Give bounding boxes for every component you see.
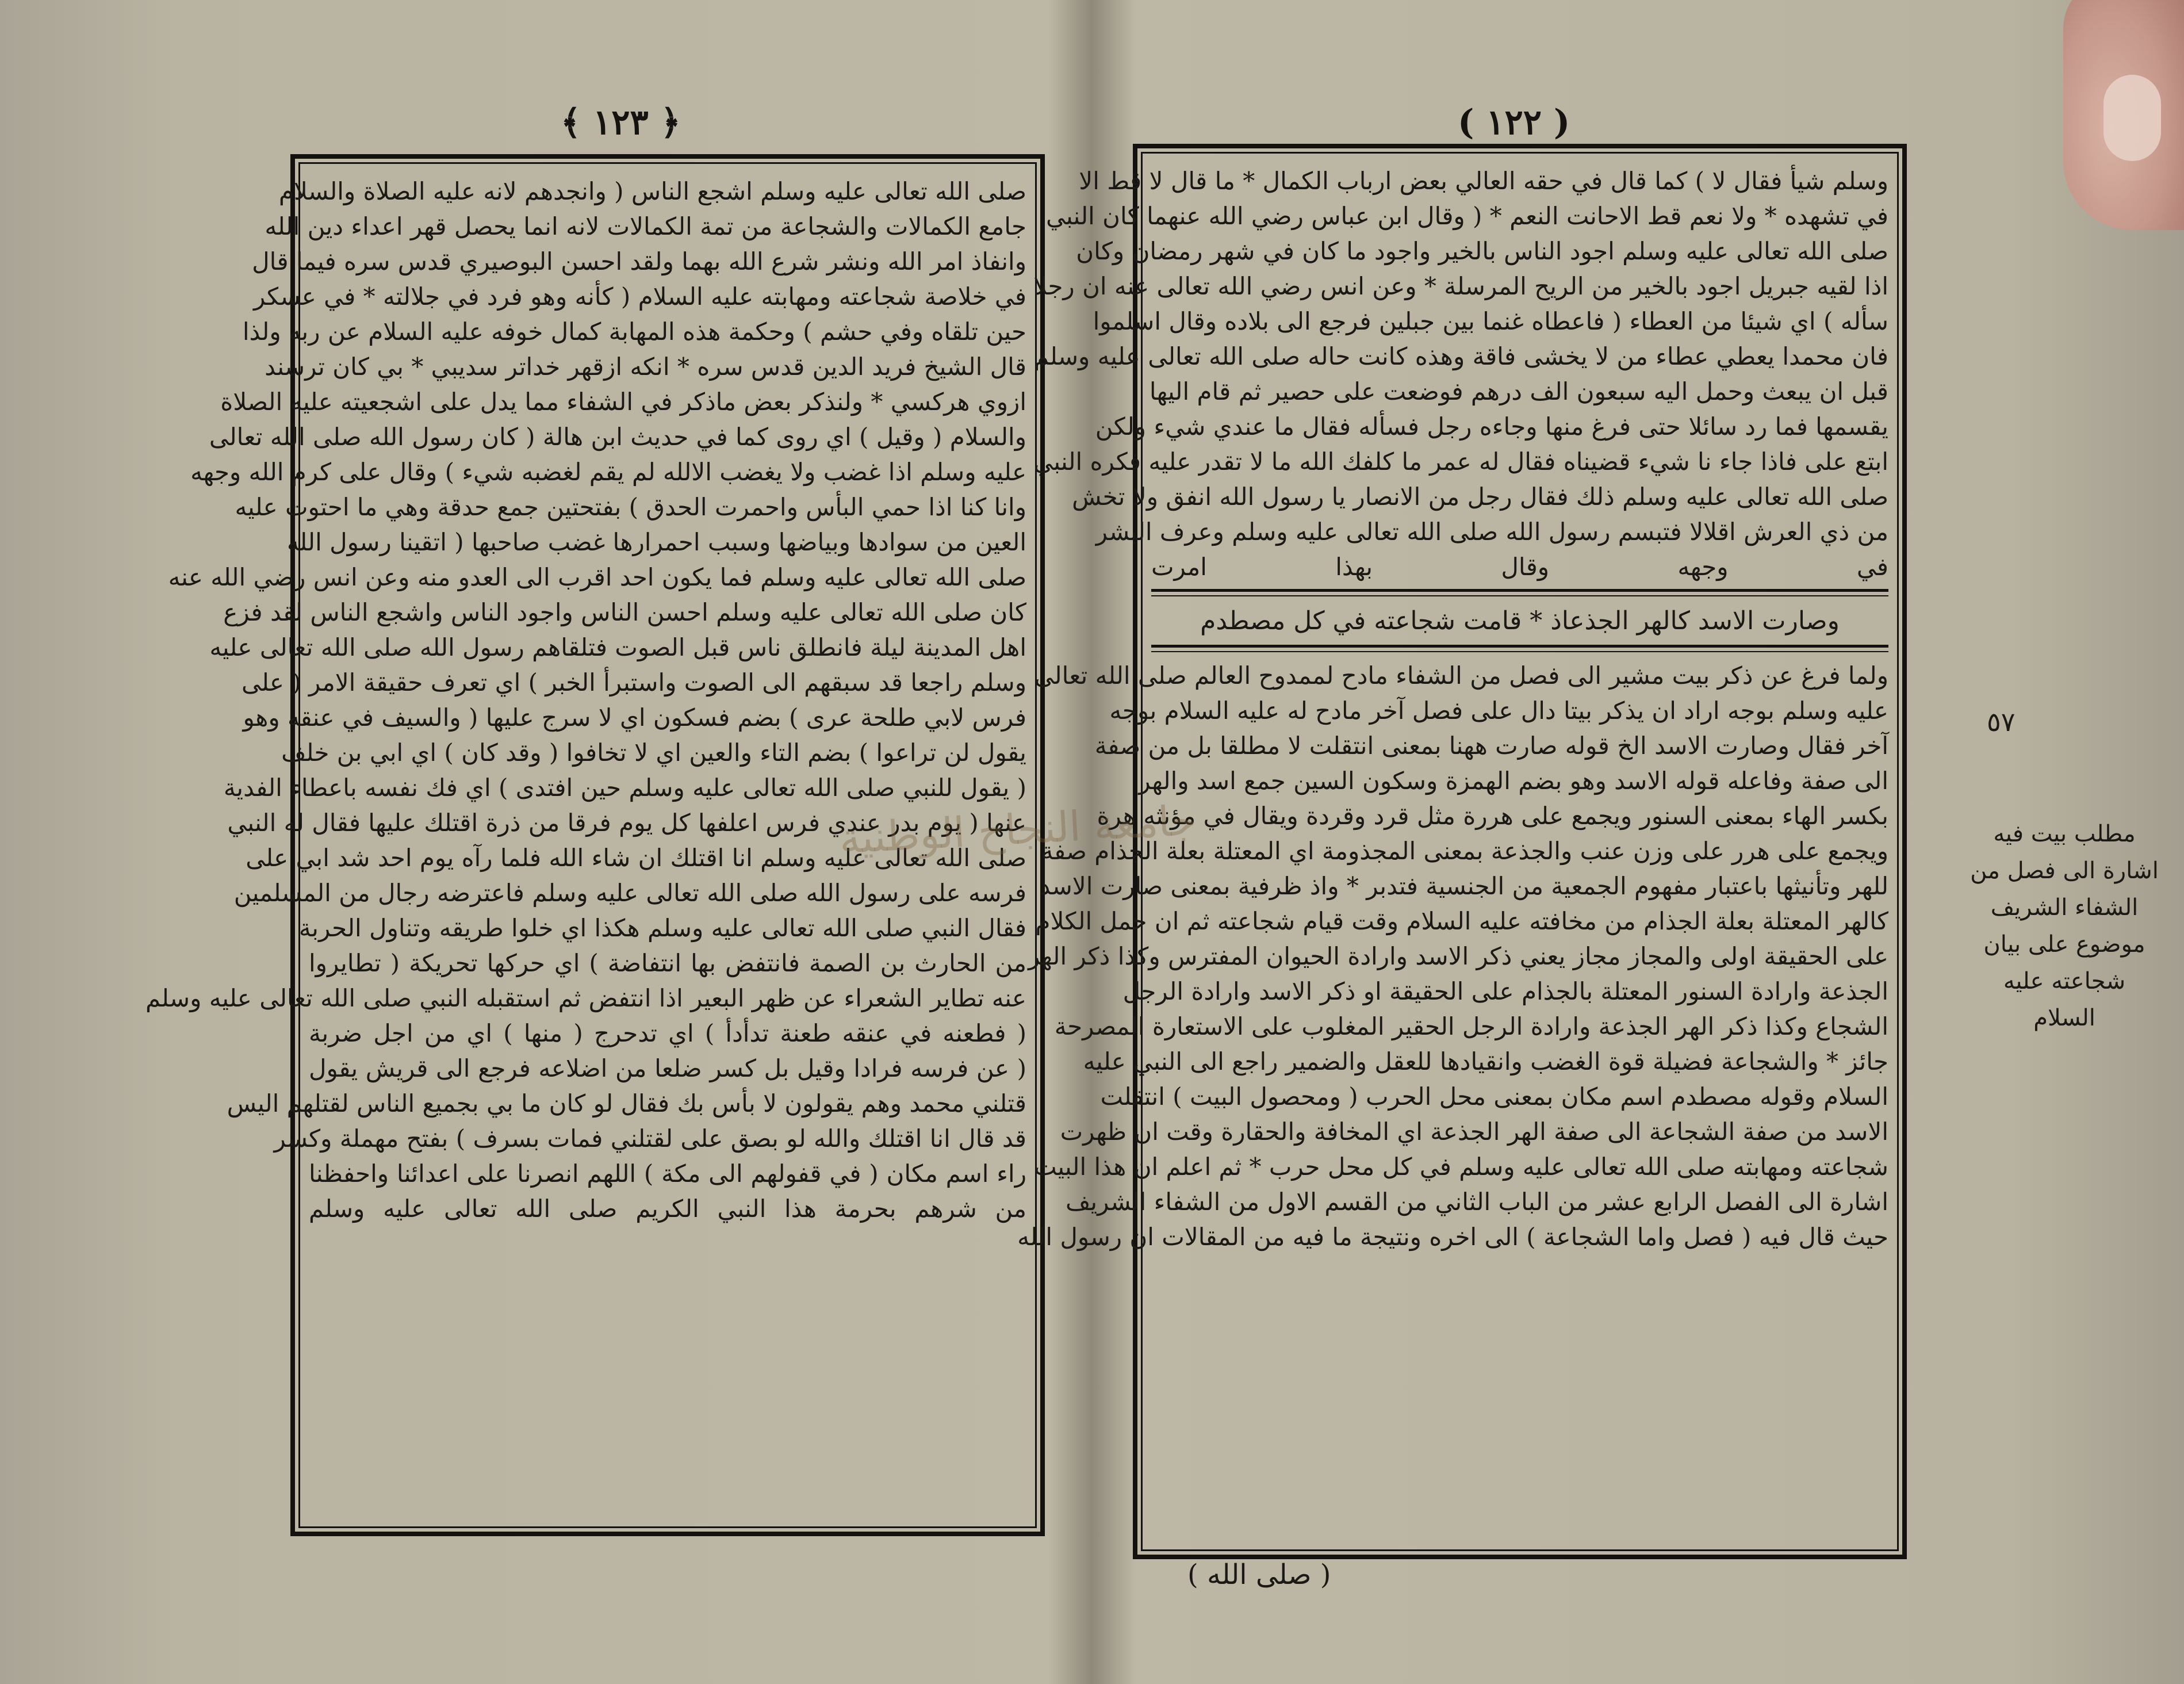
verse-heading: وصارت الاسد كالهر الجذعاذ * قامت شجاعته في كل مصطدم (1200, 606, 1840, 636)
text-line: كان صلى الله تعالى عليه وسلم احسن الناس واجود الناس واشجع الناس لقد فزع (223, 598, 1026, 626)
text-line: في خلاصة شجاعته ومهابته عليه السلام ( كأنه وهو فرد في جلالته * في عسكر (253, 282, 1026, 311)
text-line: عليه وسلم اذا غضب ولا يغضب الالله لم يقم لغضبه شيء ) وقال على كرم الله وجهه (190, 458, 1026, 486)
text-line: حيث قال فيه ( فصل واما الشجاعة ) الى اخره ونتيجة ما فيه من المقالات ان رسول الله (1017, 1223, 1888, 1251)
text-line: اشارة الى الفصل الرابع عشر من الباب الثاني من القسم الاول من الشفاء الشريف (1065, 1188, 1888, 1216)
text-line: ولما فرغ عن ذكر بيت مشير الى فصل من الشفاء مادح لممدوح العالم صلى الله تعالى (1034, 661, 1888, 690)
text-line: من شرهم بحرمة هذا النبي الكريم صلى الله تعالى عليه وسلم (309, 1195, 1026, 1223)
text-line: ويجمع على هرر على وزن عنب والجذعة بمعنى المجذومة اي المعتلة بعلة الجذام صفة (1041, 837, 1888, 865)
text-line: في وجهه وقال بهذا امرت (1151, 553, 1888, 581)
text-line: فان محمدا يعطي عطاء من لا يخشى فاقة وهذه كانت حاله صلى الله تعالى عليه وسلم (1034, 342, 1888, 370)
text-line: من الحارث بن الصمة فانتفض بها انتفاضة ) اي حركها تحريكة ( تطايروا (309, 949, 1026, 977)
text-line: صلى الله تعالى عليه وسلم انا اقتلك ان شاء الله فلما رآه يوم احد شد ابي على (246, 844, 1026, 872)
text-line: الشجاع وكذا ذكر الهر الجذعة وارادة الرجل الحقير المغلوب على الاستعارة المصرحة (1054, 1012, 1888, 1040)
text-line: العين من سوادها وبياضها وسبب احمرارها غضب صاحبها ( اتقينا رسول الله (286, 528, 1026, 556)
text-line: جامع الكمالات والشجاعة من تمة الكمالات لانه انما يحصل قهر اعداء دين الله (265, 212, 1026, 240)
text-line: قد قال انا اقتلك والله لو بصق على لقتلني فمات بسرف ) بفتح مهملة وكسر (274, 1124, 1026, 1153)
text-line: شجاعته ومهابته صلى الله تعالى عليه وسلم في كل محل حرب * ثم اعلم ان هذا البيت (1034, 1153, 1888, 1181)
watermark: جامعة النجاح الوطنية (838, 795, 1198, 863)
text-line: ( فطعنه في عنقه طعنة تدأدأ ) اي تدحرج ( منها ) اي من اجل ضربة (309, 1019, 1026, 1047)
text-line: الجذعة وارادة السنور المعتلة بالجذام على الحقيقة او ذكر الاسد وارادة الرجل (1122, 977, 1888, 1005)
text-line: بكسر الهاء بمعنى السنور ويجمع على هررة مثل قرد وقردة ويقال في مؤنثه هرة (1097, 802, 1888, 830)
text-line: صلى الله تعالى عليه وسلم ذلك فقال رجل من الانصار يا رسول الله انفق ولا تخش (1072, 483, 1888, 511)
catchword: ( صلى الله ) (1187, 1559, 1331, 1591)
text-line: فرس لابي طلحة عرى ) بضم فسكون اي لا سرج عليها ( والسيف في عنقه وهو (243, 703, 1026, 732)
text-line: فرسه على رسول الله صلى الله تعالى عليه وسلم فاعترضه رجال من المسلمين (233, 879, 1026, 907)
text-line: والسلام ( وقيل ) اي روى كما في حديث ابن هالة ( كان رسول الله صلى الله تعالى (209, 423, 1026, 451)
text-line: ابتع على فاذا جاء نا شيء قضيناه فقال له عمر ما كلفك الله ما لا تقدر عليه فكره النبي (1033, 447, 1888, 476)
text-line: صلى الله تعالى عليه وسلم اشجع الناس ( وانجدهم لانه عليه الصلاة والسلام (278, 177, 1026, 205)
text-line: من ذي العرش اقلالا فتبسم رسول الله صلى الله تعالى عليه وسلم وعرف البشر (1095, 518, 1888, 546)
text-line: حين تلقاه وفي حشم ) وحكمة هذه المهابة كمال خوفه عليه السلام عن ربه ولذا (242, 317, 1026, 346)
text-line: يقول لن تراعوا ) بضم التاء والعين اي لا تخافوا ( وقد كان ) اي ابي بن خلف (281, 738, 1026, 767)
thumb (2063, 0, 2184, 230)
right-page-number: ( ١٢٢ ) (1458, 102, 1570, 143)
text-line: على الحقيقة اولى والمجاز مجاز يعني ذكر الاسد وارادة الحيوان المفترس وكذا ذكر الهر (1028, 942, 1888, 970)
rule-bottom (1151, 645, 1888, 652)
text-line: في تشهده * ولا نعم قط الاحانت النعم * ( وقال ابن عباس رضي الله عنهما كان النبي (1045, 202, 1888, 230)
text-line: صلى الله تعالى عليه وسلم اجود الناس بالخير واجود ما كان في شهر رمضان وكان (1076, 237, 1888, 265)
text-line: للهر وتأنيثها باعتبار مفهوم الجمعية من الجنسية فتدبر * واذ ظرفية بمعنى صارت الاسد (1039, 872, 1888, 900)
text-line: وانا كنا اذا حمي البأس واحمرت الحدق ) بفتحتين جمع حدقة وهي ما احتوت عليه (235, 493, 1026, 521)
rule-top (1151, 589, 1888, 596)
text-line: ( عن فرسه فرادا وقيل بل كسر ضلعا من اضلاعه فرجع الى قريش يقول (309, 1054, 1026, 1082)
text-line: جائز * والشجاعة فضيلة قوة الغضب وانقيادها للعقل والضمير راجع الى النبي عليه (1083, 1047, 1888, 1076)
text-line: كالهر المعتلة بعلة الجذام من مخافته عليه السلام وقت قيام شجاعته ثم ان حمل الكلام (1035, 907, 1888, 935)
text-line: ازوي هركسي * ولنذكر بعض ماذكر في الشفاء مما يدل على اشجعيته عليه الصلاة (220, 388, 1026, 416)
text-line: قتلني محمد وهم يقولون لا بأس بك فقال لو كان ما بي بجميع الناس لقتلهم اليس (227, 1089, 1026, 1117)
text-line: اهل المدينة ليلة فانطلق ناس قبل الصوت فتلقاهم رسول الله صلى الله تعالى عليه (209, 633, 1026, 661)
text-line: ( يقول للنبي صلى الله تعالى عليه وسلم حين افتدى ) اي فك نفسه باعطاء الفدية (223, 774, 1026, 802)
margin-number: ٥٧ (1987, 706, 2016, 737)
text-line: اذا لقيه جبريل اجود بالخير من الريح المرسلة * وعن انس رضي الله تعالى عنه ان رجلا (1033, 272, 1888, 300)
text-line: السلام وقوله مصطدم اسم مكان بمعنى محل الحرب ( ومحصول البيت ) انتقلت (1100, 1082, 1888, 1111)
right-page-top-text (1033, 163, 1888, 584)
text-line: عنها ( يوم بدر عندي فرس اعلفها كل يوم فرقا من ذرة اقتلك عليها فقال له النبي (227, 809, 1026, 837)
text-line: قبل ان يبعث وحمل اليه سبعون الف درهم فوضعت على حصير ثم قام اليها (1149, 377, 1888, 405)
text-line: صلى الله تعالى عليه وسلم فما يكون احد اقرب الى العدو منه وعن انس رضي الله عنه (168, 563, 1026, 591)
text-line: عليه وسلم بوجه اراد ان يذكر بيتا دال على فصل آخر مادح له عليه السلام بوجه (1109, 696, 1888, 725)
margin-note: مطلب بيت فيه اشارة الى فصل من الشفاء الشريف موضوع على بيان شجاعته عليه السلام (1970, 821, 2159, 1031)
text-line: الى صفة وفاعله قوله الاسد وهو بضم الهمزة وسكون السين جمع اسد والهر (1139, 767, 1888, 795)
text-line: وانفاذ امر الله ونشر شرع الله بهما ولقد احسن البوصيري قدس سره فيما قال (252, 247, 1026, 275)
left-page-number: ﴿ ١٢٣ ﴾ (561, 102, 681, 143)
text-line: وسلم شيأ فقال لا ) كما قال في حقه العالي بعض ارباب الكمال * ما قال لا قط الا (1079, 167, 1888, 195)
thumbnail-nail (2103, 75, 2161, 161)
text-line: سأله ) اي شيئا من العطاء ( فاعطاه غنما بين جبلين فرجع الى بلاده وقال اسلموا (1093, 307, 1888, 335)
text-line: آخر فقال وصارت الاسد الخ قوله صارت ههنا بمعنى انتقلت لا مطلقا بل من صفة (1094, 732, 1888, 760)
text-line: فقال النبي صلى الله تعالى عليه وسلم هكذا اي خلوا طريقه وتناول الحربة (298, 914, 1026, 942)
text-line: يقسمها فما رد سائلا حتى فرغ منها وجاءه رجل فسأله فقال ما عندي شيء ولكن (1095, 412, 1888, 441)
text-line: راء اسم مكان ( في قفولهم الى مكة ) اللهم انصرنا على اعدائنا واحفظنا (309, 1159, 1026, 1188)
text-line: وسلم راجعا قد سبقهم الى الصوت واستبرأ الخبر ) اي تعرف حقيقة الامر ( على (242, 668, 1026, 696)
text-line: عنه تطاير الشعراء عن ظهر البعير اذا انتفض ثم استقبله النبي صلى الله تعالى عليه وسلم (145, 984, 1026, 1012)
text-line: الاسد من صفة الشجاعة الى صفة الهر الجذعة اي المخافة والحقارة وقت ان ظهرت (1060, 1117, 1888, 1146)
text-line: قال الشيخ فريد الدين قدس سره * انكه ازقهر خداتر سديبي * بي كان ترسند (265, 353, 1026, 381)
